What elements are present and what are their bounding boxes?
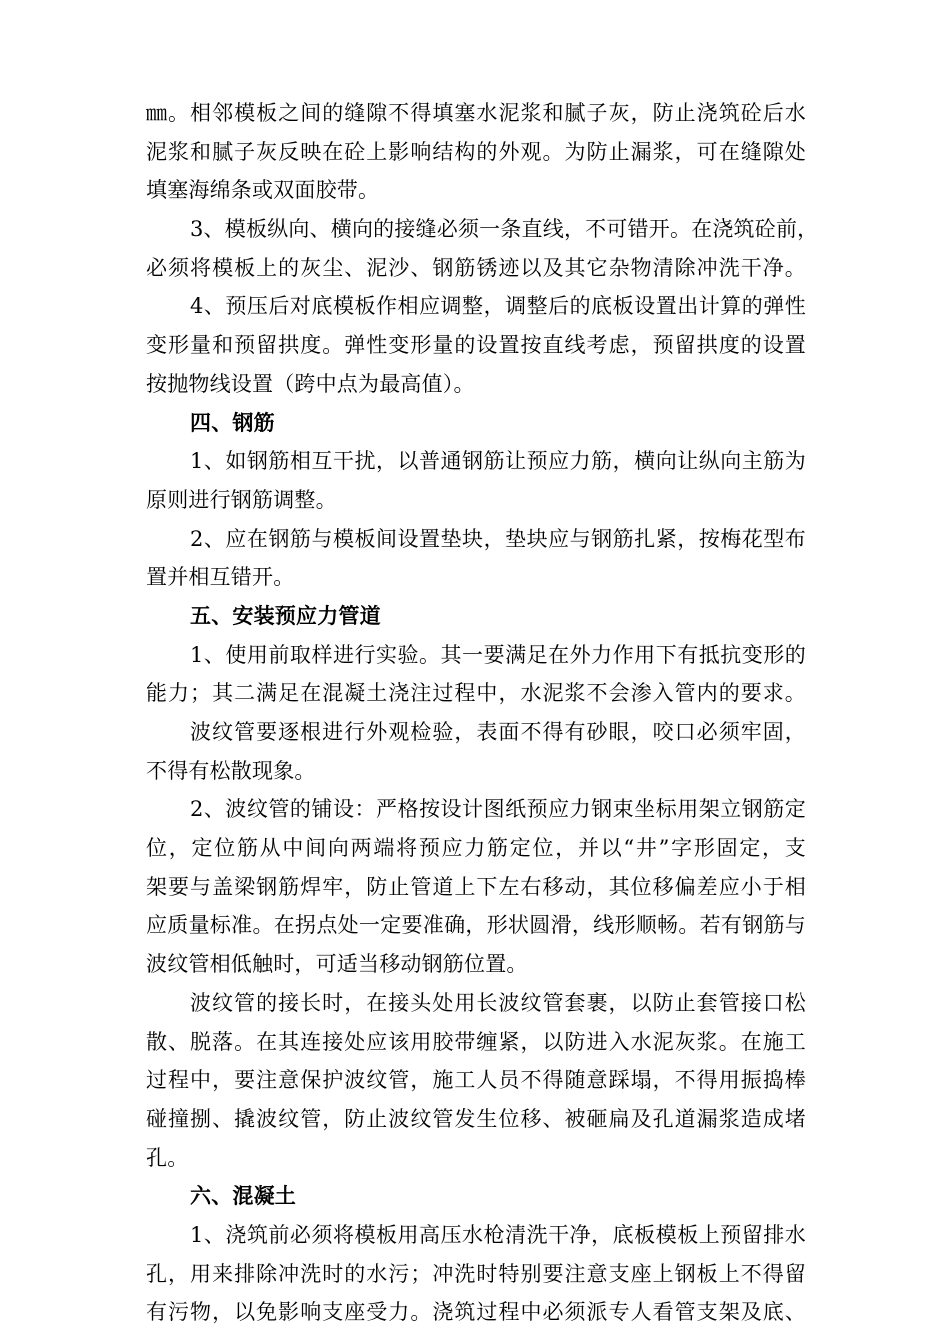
text-line: 位，定位筋从中间向两端将预应力筋定位，并以“井”字形固定，支 xyxy=(146,836,806,861)
text-line: 按抛物线设置（跨中点为最高值）。 xyxy=(146,371,475,396)
text-line: 必须将模板上的灰尘、泥沙、钢筋锈迹以及其它杂物清除冲洗干净。 xyxy=(146,255,806,280)
text-line: 碰撞捌、撬波纹管，防止波纹管发生位移、被砸扁及孔道漏浆造成堵 xyxy=(146,1106,806,1131)
text-line: 孔。 xyxy=(146,1145,189,1170)
section-heading: 四、钢筋 xyxy=(190,409,275,435)
text-line: 2、波纹管的铺设：严格按设计图纸预应力钢束坐标用架立钢筋定 xyxy=(190,797,806,822)
text-line: 波纹管要逐根进行外观检验，表面不得有砂眼，咬口必须牢固， xyxy=(190,720,806,744)
text-line: 1、浇筑前必须将模板用高压水枪清洗干净，底板模板上预留排水 xyxy=(190,1222,806,1247)
text-line: 散、脱落。在其连接处应该用胶带缠紧，以防进入水泥灰浆。在施工 xyxy=(146,1029,806,1054)
section-heading: 五、安装预应力管道 xyxy=(190,602,381,628)
text-line: 变形量和预留拱度。弹性变形量的设置按直线考虑，预留拱度的设置 xyxy=(146,333,806,358)
text-line: 泥浆和腻子灰反映在砼上影响结构的外观。为防止漏浆，可在缝隙处 xyxy=(146,139,806,164)
text-line: 原则进行钢筋调整。 xyxy=(146,487,337,512)
text-line: 不得有松散现象。 xyxy=(146,758,316,783)
text-line: 架要与盖梁钢筋焊牢，防止管道上下左右移动，其位移偏差应小于相 xyxy=(146,874,806,899)
document-page xyxy=(146,94,819,1332)
text-line: 应质量标准。在拐点处一定要准确，形状圆滑，线形顺畅。若有钢筋与 xyxy=(146,913,806,938)
text-line: 波纹管相低触时，可适当移动钢筋位置。 xyxy=(146,952,528,977)
text-line: ㎜。相邻模板之间的缝隙不得填塞水泥浆和腻子灰，防止浇筑砼后水 xyxy=(146,101,806,125)
text-line: 4、预压后对底模板作相应调整，调整后的底板设置出计算的弹性 xyxy=(190,294,806,319)
text-line: 3、模板纵向、横向的接缝必须一条直线，不可错开。在浇筑砼前， xyxy=(190,217,819,242)
section-heading: 六、混凝土 xyxy=(190,1183,296,1209)
text-line: 置并相互错开。 xyxy=(146,565,295,590)
text-line: 1、使用前取样进行实验。其一要满足在外力作用下有抵抗变形的 xyxy=(190,642,806,667)
text-line: 能力；其二满足在混凝土浇注过程中，水泥浆不会渗入管内的要求。 xyxy=(146,681,806,706)
text-line: 填塞海绵条或双面胶带。 xyxy=(146,178,380,203)
document-body xyxy=(146,94,819,1332)
text-line: 波纹管的接长时，在接头处用长波纹管套裹，以防止套管接口松 xyxy=(190,990,806,1015)
text-line: 2、应在钢筋与模板间设置垫块，垫块应与钢筋扎紧，按梅花型布 xyxy=(190,526,806,551)
text-line: 有污物，以免影响支座受力。浇筑过程中必须派专人看管支架及底、 xyxy=(146,1300,806,1325)
text-line: 孔，用来排除冲洗时的水污；冲洗时特别要注意支座上钢板上不得留 xyxy=(146,1261,806,1286)
text-line: 过程中，要注意保护波纹管，施工人员不得随意踩塌，不得用振捣棒 xyxy=(146,1068,806,1093)
text-line: 1、如钢筋相互干扰，以普通钢筋让预应力筋，横向让纵向主筋为 xyxy=(190,449,806,474)
